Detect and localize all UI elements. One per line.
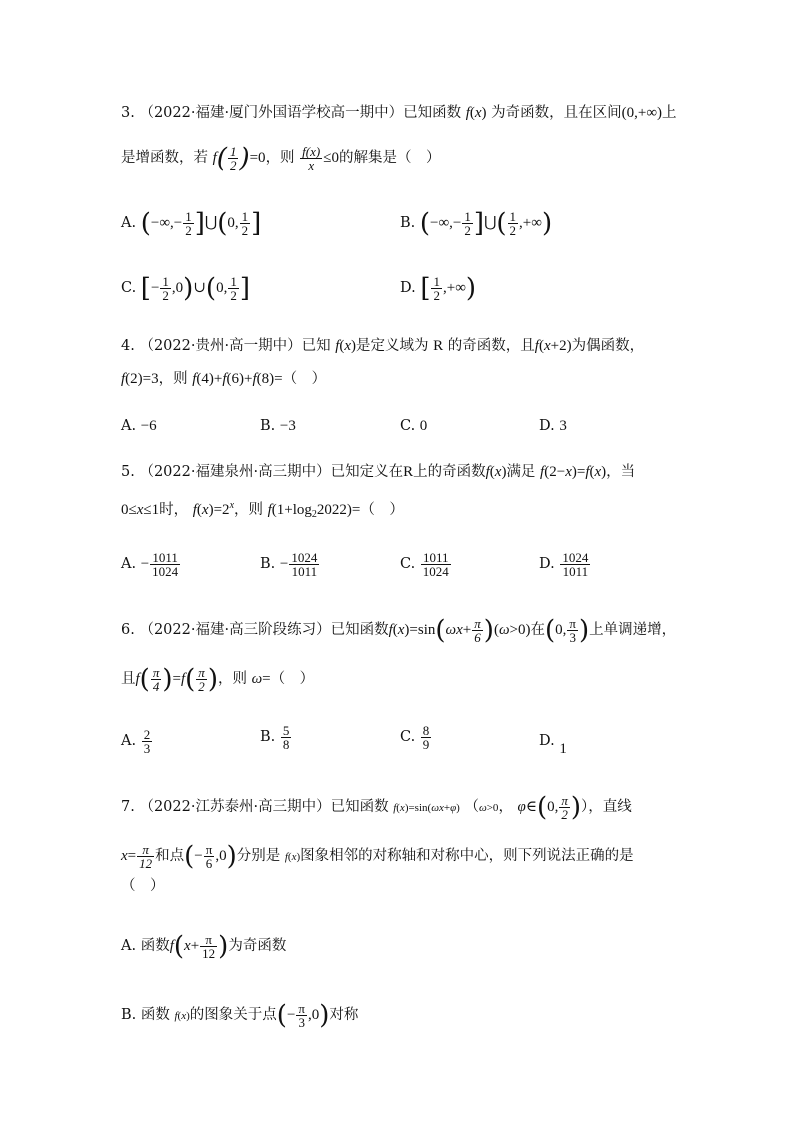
question-number: 6. — [121, 621, 135, 638]
math-expression: $f(1+\log_22022)=$ — [267, 502, 361, 520]
option-text: 为奇函数 — [228, 937, 287, 954]
math-expression: f(x+ $\frac{\pi}{12}$ ) — [169, 931, 229, 962]
option-label: C. — [121, 279, 137, 296]
option-label: C. — [400, 418, 416, 434]
question-3-line-2 — [121, 145, 681, 172]
math-expression: [− $\frac{1}{2}$ ,0)∪(0, $\frac{1}{2}$ ] — [140, 273, 250, 304]
question-text: 已知定义在 — [330, 464, 404, 480]
math-expression: f(x)=sin(ωx+ $\frac{\pi}{6}$ )(ω>0) — [388, 615, 531, 646]
math-expression: $f(x)=2^x$ — [192, 500, 235, 518]
math-expression: (0, $\frac{\pi}{3}$ ) — [545, 615, 590, 646]
option-value: −3 — [279, 418, 296, 434]
question-number: 3. — [121, 105, 135, 121]
question-text: 分别是 — [236, 847, 281, 864]
question-text: 和点 — [155, 847, 185, 864]
option-c — [400, 416, 427, 436]
question-text: ），直线 — [581, 798, 632, 815]
option-c — [400, 551, 452, 578]
option-label: C. — [400, 555, 416, 572]
math-expression: f(2−x)=f(x) — [540, 464, 607, 480]
question-text: ， — [498, 798, 513, 815]
option-label: D. — [539, 555, 555, 572]
question-6-line-1 — [121, 617, 681, 644]
option-label: B. — [260, 728, 276, 745]
option-b — [260, 724, 292, 751]
question-text: 的解集是（ ） — [339, 149, 441, 166]
option-label: A. — [121, 555, 137, 572]
option-a — [121, 933, 286, 960]
question-7-line-3 — [121, 876, 681, 896]
question-number: 4. — [121, 338, 135, 354]
question-text: ，则 — [158, 371, 188, 387]
question-text: 图象相邻的对称轴和对称中心，则下列说法正确的是 — [300, 847, 634, 864]
question-text: 是定义域为 — [356, 338, 429, 354]
option-text: 函数 — [140, 1006, 170, 1023]
math-expression: f(x) — [485, 464, 507, 480]
question-text: 已知函数 — [330, 798, 389, 815]
option-value: 1 — [559, 741, 567, 757]
option-value: −6 — [140, 418, 157, 434]
math-expression: − $\frac{1024}{1011}$ — [279, 550, 318, 579]
math-expression: $\frac{5}{8}$ — [282, 723, 290, 752]
math-expression: x= $\frac{\pi}{12}$ — [121, 842, 153, 871]
math-expression: f(4)+f(6)+f(8)= — [192, 371, 283, 387]
math-expression: $\frac{8}{9}$ — [422, 723, 430, 752]
option-b — [400, 210, 552, 237]
math-expression: (0,+∞) — [621, 105, 663, 121]
option-b — [121, 1002, 358, 1029]
option-a — [121, 551, 181, 578]
option-value: 3 — [559, 418, 567, 434]
math-expression: (− $\frac{\pi}{3}$ ,0) — [276, 1000, 330, 1031]
question-7-line-2 — [121, 843, 681, 870]
question-text: （ ） — [270, 670, 315, 687]
question-source: （2022·福建泉州·高三期中） — [139, 464, 331, 480]
math-expression: f(2)=3 — [121, 371, 159, 387]
question-source: （2022·福建·厦门外国语学校高一期中） — [139, 105, 404, 121]
math-expression: f( $\frac{1}{2}$ )=0 — [212, 143, 266, 174]
question-5-line-1 — [121, 462, 681, 482]
option-text: 的图象关于点 — [189, 1006, 277, 1023]
option-d — [539, 731, 567, 757]
option-label: D. — [400, 279, 416, 296]
question-text: 满足 — [506, 464, 536, 480]
question-text: ，当 — [606, 464, 636, 480]
question-text: ，则 — [234, 502, 264, 518]
question-number: 5. — [121, 464, 135, 480]
question-text: （ — [464, 798, 479, 815]
question-text: 已知函数 — [330, 621, 389, 638]
option-label: A. — [121, 937, 137, 954]
question-text: 上 — [662, 105, 677, 121]
option-label: A. — [121, 418, 137, 434]
math-expression: $\frac{2}{3}$ — [143, 727, 151, 756]
question-6-line-2 — [121, 666, 681, 693]
option-label: B. — [260, 418, 276, 434]
option-label: B. — [121, 1006, 137, 1023]
math-expression: 0≤x≤1 — [121, 502, 160, 518]
option-b — [260, 551, 320, 578]
option-d — [539, 416, 567, 436]
math-expression: [ $\frac{1}{2}$ ,+∞) — [420, 273, 477, 304]
math-expression: f( $\frac{\pi}{4}$ )=f( $\frac{\pi}{2}$ ) — [135, 664, 218, 695]
math-expression: $\frac{1024}{1011}$ — [562, 550, 589, 579]
question-text: （ ） — [282, 371, 327, 387]
question-4-line-2 — [121, 369, 681, 389]
option-text: 对称 — [329, 1006, 359, 1023]
math-expression: φ∈(0, $\frac{\pi}{2}$ ) — [517, 792, 582, 823]
math-expression: ω>0 — [478, 801, 499, 814]
question-text: 的奇函数，且 — [447, 338, 535, 354]
question-text: ，则 — [217, 670, 247, 687]
option-label: D. — [539, 418, 555, 434]
question-3-line-1 — [121, 103, 681, 123]
question-text: （ ） — [360, 502, 404, 518]
option-label: C. — [400, 728, 416, 745]
question-source: （2022·贵州·高一期中） — [139, 338, 302, 354]
math-expression: R — [433, 338, 444, 354]
option-text: 函数 — [140, 937, 170, 954]
question-text: 时， — [159, 502, 189, 518]
math-expression: f(x) — [284, 850, 301, 863]
option-c — [400, 724, 432, 751]
math-expression: $\frac{1011}{1024}$ — [422, 550, 449, 579]
question-text: 为奇函数，且在区间 — [491, 105, 622, 121]
option-d — [539, 551, 591, 578]
question-4-line-1 — [121, 336, 681, 356]
question-5-line-2 — [121, 496, 681, 525]
question-source: （2022·福建·高三阶段练习） — [139, 621, 331, 638]
option-label: B. — [260, 555, 276, 572]
math-expression: (− $\frac{\pi}{6}$ ,0) — [184, 841, 237, 872]
math-expression: f(x+2) — [534, 338, 572, 354]
question-text: 上的奇函数 — [413, 464, 486, 480]
question-text: ，则 — [265, 149, 295, 166]
math-expression: f(x) — [465, 105, 487, 121]
question-text: 为偶函数， — [571, 338, 645, 354]
option-a — [121, 210, 261, 237]
question-7-line-1 — [121, 794, 681, 821]
question-text: （ ） — [121, 878, 165, 894]
math-expression: $\frac{f(x)}{x}$ ≤0 — [302, 144, 339, 173]
question-text: 已知函数 — [403, 105, 462, 121]
question-text: 已知 — [301, 338, 331, 354]
option-d — [400, 275, 476, 302]
math-expression: R — [403, 464, 414, 480]
option-label: D. — [539, 733, 555, 749]
math-expression: f(x) — [174, 1009, 190, 1022]
option-label: B. — [400, 214, 416, 231]
option-label: A. — [121, 214, 137, 231]
option-label: A. — [121, 732, 137, 749]
math-expression: ω= — [251, 670, 271, 687]
math-expression: (−∞,− $\frac{1}{2}$ ]⋃(0, $\frac{1}{2}$ ] — [140, 208, 262, 239]
option-c — [121, 275, 250, 302]
math-expression: f(x) — [335, 338, 357, 354]
option-value: 0 — [419, 418, 428, 434]
question-text: 是增函数，若 — [121, 149, 208, 166]
option-a — [121, 728, 153, 755]
option-a — [121, 416, 157, 436]
option-b — [260, 416, 296, 436]
math-expression: − $\frac{1011}{1024}$ — [140, 550, 179, 579]
math-expression: (−∞,− $\frac{1}{2}$ ]⋃( $\frac{1}{2}$ ,+∞) — [419, 208, 553, 239]
question-number: 7. — [121, 798, 135, 815]
question-text: 且 — [121, 670, 136, 687]
question-text: 在 — [530, 621, 545, 638]
math-expression: f(x)=sin(ωx+φ) — [393, 801, 460, 814]
question-text: 上单调递增， — [589, 621, 677, 638]
question-source: （2022·江苏泰州·高三期中） — [139, 798, 331, 815]
